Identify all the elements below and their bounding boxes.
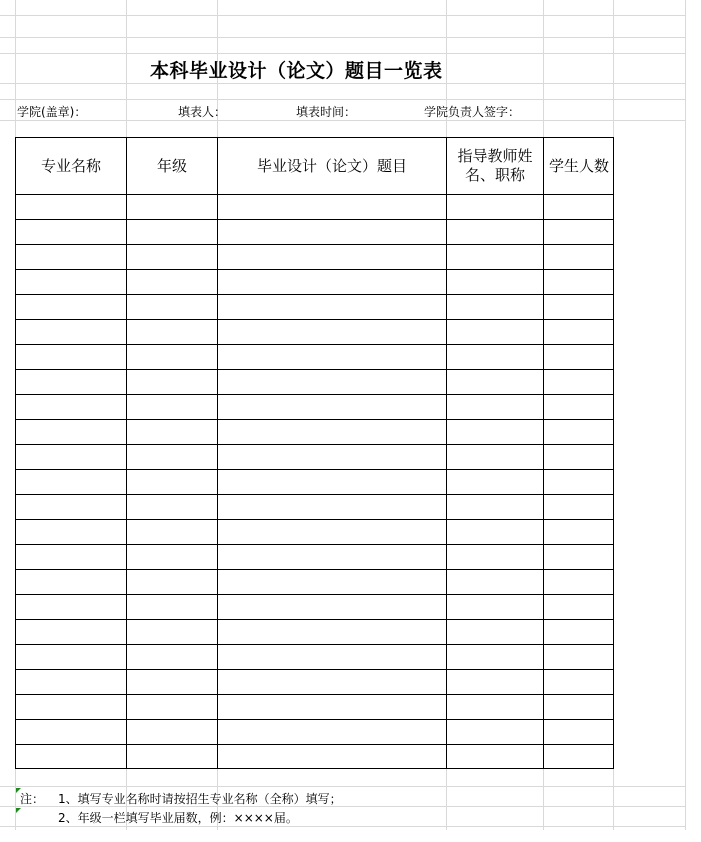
table-row-border: [16, 719, 613, 720]
table-row-border: [16, 269, 613, 270]
note-line-1: 1、填写专业名称时请按招生专业名称（全称）填写；: [58, 792, 342, 806]
table-row-border: [16, 669, 613, 670]
header-advisor: 指导教师姓名、职称: [457, 147, 533, 184]
table-row-border: [16, 319, 613, 320]
table-row-border: [16, 344, 613, 345]
topic-table: [15, 137, 614, 769]
gridline: [0, 37, 686, 38]
table-row-border: [16, 744, 613, 745]
gridline: [0, 99, 686, 100]
header-thesis-title: 毕业设计（论文）题目: [256, 156, 407, 175]
fill-time-label: 填表时间：: [296, 105, 357, 119]
table-row-border: [16, 419, 613, 420]
gridline: [685, 0, 686, 830]
filler-label: 填表人：: [178, 105, 227, 119]
table-row-border: [16, 594, 613, 595]
gridline: [0, 786, 686, 787]
table-row-border: [16, 294, 613, 295]
note-line-2: 2、年级一栏填写毕业届数，例：××××届。: [58, 811, 298, 825]
table-row-border: [16, 619, 613, 620]
gridline: [0, 120, 686, 121]
column-divider: [126, 138, 127, 768]
column-divider: [446, 138, 447, 768]
gridline: [0, 53, 686, 54]
column-divider: [217, 138, 218, 768]
page-title: 本科毕业设计（论文）题目一览表: [150, 60, 443, 82]
table-row-border: [16, 644, 613, 645]
table-row-border: [16, 394, 613, 395]
table-row-border: [16, 694, 613, 695]
table-row-border: [16, 469, 613, 470]
table-row-border: [16, 444, 613, 445]
table-row-border: [16, 369, 613, 370]
college-stamp-label: 学院(盖章)：: [17, 105, 87, 119]
table-row-border: [16, 519, 613, 520]
header-major-name: 专业名称: [40, 156, 101, 175]
leader-signature-label: 学院负责人签字：: [424, 105, 521, 119]
gridline: [0, 15, 686, 16]
comment-marker-icon: [16, 808, 21, 813]
table-row-border: [16, 244, 613, 245]
gridline: [0, 826, 686, 827]
gridline: [0, 83, 686, 84]
header-student-count: 学生人数: [548, 156, 609, 175]
table-row-border: [16, 569, 613, 570]
table-row-border: [16, 544, 613, 545]
table-row-border: [16, 494, 613, 495]
header-grade: 年级: [156, 156, 187, 175]
table-row-border: [16, 194, 613, 195]
table-row-border: [16, 219, 613, 220]
column-divider: [543, 138, 544, 768]
note-prefix: 注：: [20, 792, 45, 806]
